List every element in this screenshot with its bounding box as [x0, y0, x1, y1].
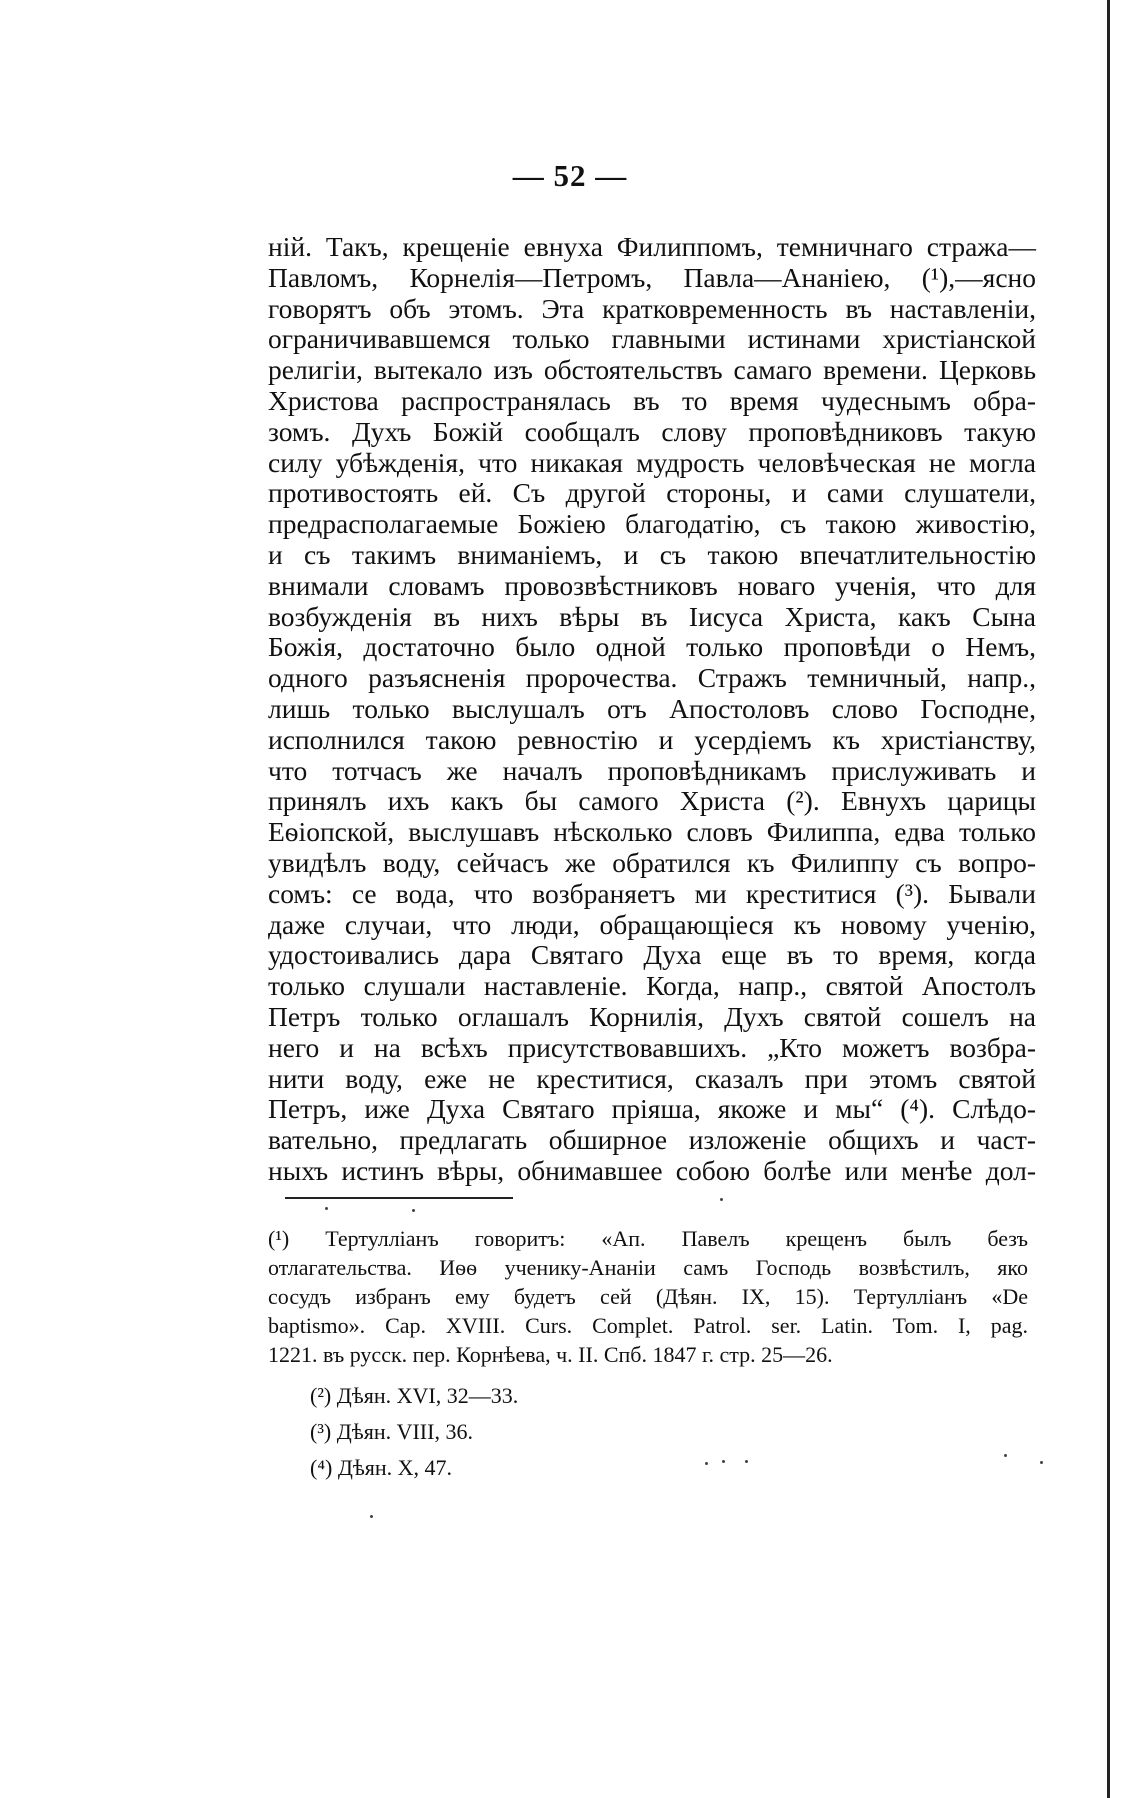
- print-speck: [325, 1207, 328, 1210]
- body-line: одного разъясненія пророчества. Стражъ темничный, напр.,: [268, 662, 1036, 694]
- body-line: возбужденія въ нихъ вѣры въ Іисуса Христа, какъ Сына: [268, 600, 1036, 632]
- body-line: говорятъ объ этомъ. Эта кратковременность въ наставленіи,: [268, 292, 1036, 324]
- body-line: религіи, вытекало изъ обстоятельствъ самаго времени. Церковь: [268, 354, 1036, 386]
- footnote-line: сосудъ избранъ ему будетъ сей (Дѣян. IX, 15). Тертулліанъ «De: [268, 1284, 1028, 1309]
- body-line: сомъ: се вода, что возбраняетъ ми креститися (³). Бывали: [268, 877, 1036, 909]
- body-line: внимали словамъ провозвѣстниковъ новаго ученія, что для: [268, 569, 1036, 601]
- body-line: него и на всѣхъ присутствовавшихъ. „Кто можетъ возбра-: [268, 1031, 1036, 1063]
- footnote-3: (³) Дѣян. VIII, 36.: [310, 1419, 473, 1444]
- footnote-line: baptismo». Cap. XVIII. Curs. Complet. Patrol. ser. Latin. Tom. I, pag.: [268, 1313, 1028, 1338]
- print-speck: [745, 1460, 748, 1463]
- body-line: Божія, достаточно было одной только проповѣди о Немъ,: [268, 631, 1036, 663]
- body-line: Христова распространялась въ то время чудеснымъ обра-: [268, 384, 1036, 416]
- body-line: противостоять ей. Съ другой стороны, и сами слушатели,: [268, 477, 1036, 509]
- body-line: Петръ, иже Духа Святаго пріяша, якоже и мы“ (⁴). Слѣдо-: [268, 1093, 1036, 1125]
- body-line: увидѣлъ воду, сейчасъ же обратился къ Филиппу съ вопро-: [268, 846, 1036, 878]
- body-line: что тотчасъ же началъ проповѣдникамъ прислуживать и: [268, 754, 1036, 786]
- body-line: лишь только выслушалъ отъ Апостоловъ слово Господне,: [268, 692, 1036, 724]
- print-speck: [412, 1209, 415, 1212]
- footnote-line: отлагательства. Иѳѳ ученику-Ананіи самъ Господь возвѣстилъ, яко: [268, 1255, 1028, 1280]
- body-line: ній. Такъ, крещеніе евнуха Филиппомъ, темничнаго стража—: [268, 231, 1036, 262]
- footnote-2: (²) Дѣян. XVI, 32—33.: [310, 1383, 519, 1408]
- page-edge-rule: [1107, 0, 1110, 1798]
- print-speck: [1004, 1454, 1007, 1457]
- print-speck: [1040, 1461, 1043, 1464]
- body-line: Еѳіопской, выслушавъ нѣсколько словъ Филиппа, едва только: [268, 816, 1036, 848]
- body-line: удостоивались дара Святаго Духа еще въ то время, когда: [268, 939, 1036, 971]
- print-speck: [720, 1198, 723, 1201]
- body-line: зомъ. Духъ Божій сообщалъ слову проповѣдниковъ такую: [268, 415, 1036, 447]
- body-line: нити воду, еже не креститися, сказалъ при этомъ святой: [268, 1062, 1036, 1094]
- body-line: ограничивавшемся только главными истинами христіанской: [268, 323, 1036, 355]
- body-line: вательно, предлагать обширное изложеніе общихъ и част-: [268, 1124, 1036, 1156]
- body-line: только слушали наставленіе. Когда, напр., святой Апостолъ: [268, 970, 1036, 1002]
- body-line: даже случаи, что люди, обращающіеся къ новому ученію,: [268, 908, 1036, 940]
- print-speck: [722, 1460, 725, 1463]
- footnote-separator: [285, 1197, 513, 1199]
- print-speck: [370, 1515, 373, 1518]
- body-line: предрасполагаемые Божіею благодатію, съ такою живостію,: [268, 508, 1036, 540]
- body-line: Петръ только оглашалъ Корнилія, Духъ святой сошелъ на: [268, 1000, 1036, 1032]
- footnotes: [268, 1224, 1028, 1482]
- body-line: силу убѣжденія, что никакая мудрость человѣческая не могла: [268, 446, 1036, 478]
- footnote-line: 1221. въ русск. пер. Корнѣева, ч. II. Спб. 1847 г. стр. 25—26.: [268, 1342, 833, 1367]
- body-line: принялъ ихъ какъ бы самого Христа (²). Евнухъ царицы: [268, 785, 1036, 817]
- body-text: [268, 232, 1036, 1187]
- footnote-1: [268, 1224, 1028, 1369]
- body-line: Павломъ, Корнелія—Петромъ, Павла—Ананіею, (¹),—ясно: [268, 261, 1036, 293]
- footnote-4: (⁴) Дѣян. X, 47.: [310, 1455, 453, 1480]
- page-number: — 52 —: [512, 158, 628, 193]
- body-line: и съ такимъ вниманіемъ, и съ такою впечатлительностію: [268, 538, 1036, 570]
- body-line: ныхъ истинъ вѣры, обнимавшее собою болѣе или менѣе дол-: [268, 1154, 1036, 1186]
- print-speck: [705, 1462, 708, 1465]
- footnote-line: (¹) Тертулліанъ говоритъ: «Ап. Павелъ крещенъ былъ безъ: [268, 1226, 1028, 1251]
- body-line: исполнился такою ревностію и усердіемъ къ христіанству,: [268, 723, 1036, 755]
